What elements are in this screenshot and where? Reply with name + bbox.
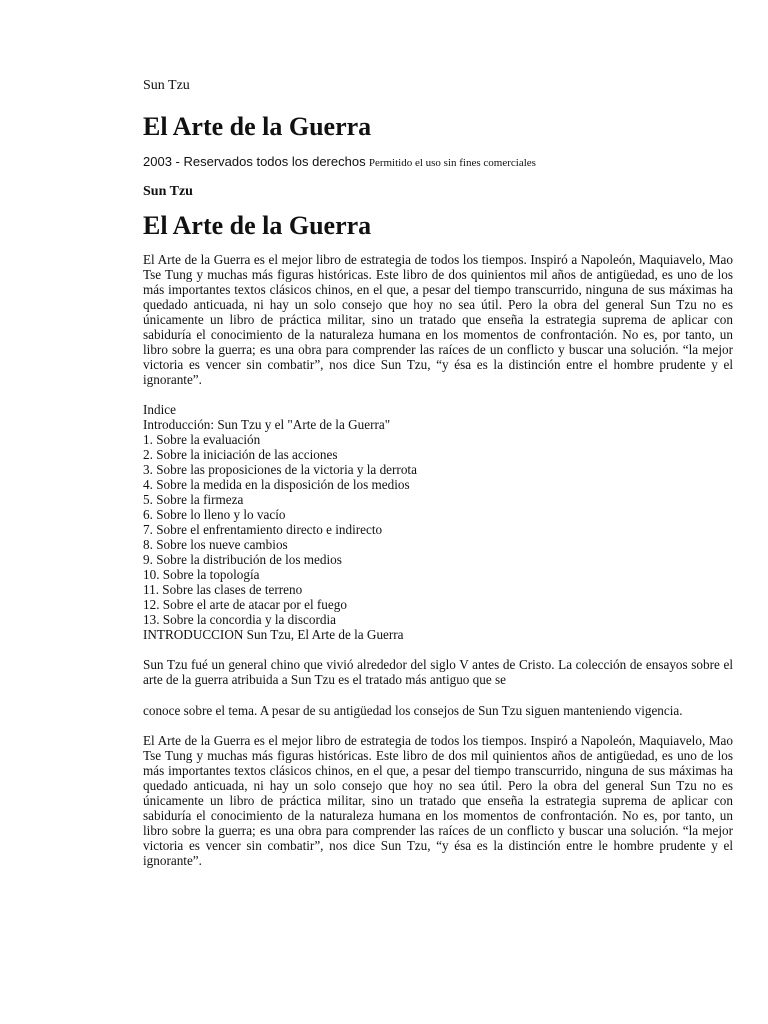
index-item: 3. Sobre las proposiciones de la victoria y la derrota bbox=[143, 462, 417, 477]
rights-notice bbox=[143, 153, 733, 172]
body-paragraph-1: Sun Tzu fué un general chino que vivió alrededor del siglo V antes de Cristo. La colección de ensayos sobre el arte de la guerra atribuida a Sun Tzu es el tratado más antiguo que se bbox=[143, 657, 733, 687]
index-label: Indice bbox=[143, 402, 176, 417]
index-item: 1. Sobre la evaluación bbox=[143, 432, 261, 447]
index-item: 11. Sobre las clases de terreno bbox=[143, 582, 303, 597]
body-paragraph-2: conoce sobre el tema. A pesar de su antigüedad los consejos de Sun Tzu siguen manteniendo vigencia. bbox=[143, 703, 683, 718]
rights-main-text: 2003 - Reservados todos los derechos bbox=[143, 154, 366, 169]
index-item: 10. Sobre la topología bbox=[143, 567, 260, 582]
document-content bbox=[143, 77, 733, 868]
heading-author: Sun Tzu bbox=[143, 184, 193, 199]
rights-small-text: Permitido el uso sin fines comerciales bbox=[368, 157, 536, 169]
index-item: 12. Sobre el arte de atacar por el fuego bbox=[143, 597, 347, 612]
index-item: 6. Sobre lo lleno y lo vacío bbox=[143, 507, 286, 522]
intro-paragraph: El Arte de la Guerra es el mejor libro de estrategia de todos los tiempos. Inspiró a Napoleón, Maquiavelo, Mao Tse Tung y muchas más figuras históricas. Este libro de dos quinientos mil años de antigüedad, es uno de los más importantes textos clásicos chinos, en el que, a pesar del tiempo transcurrido, ninguna de sus máximas ha quedado anticuada, ni hay un solo consejo que hoy no sea útil. Pero la obra del general Sun Tzu no es únicamente un libro de práctica militar, sino un tratado que enseña la estrategia suprema de aplicar con sabiduría el conocimiento de la naturaleza humana en los momentos de confrontación. No es, por tanto, un libro sobre la guerra; es una obra para comprender las raíces de un conflicto y buscar una solución. “la mejor victoria es vencer sin combatir”, nos dice Sun Tzu, “y ésa es la distinción entre el hombre prudente y el ignorante”. bbox=[143, 252, 733, 387]
index-item: 4. Sobre la medida en la disposición de los medios bbox=[143, 477, 410, 492]
index-item: 5. Sobre la firmeza bbox=[143, 492, 244, 507]
heading-title: El Arte de la Guerra bbox=[143, 211, 372, 240]
index-item: 8. Sobre los nueve cambios bbox=[143, 537, 288, 552]
index-item: 2. Sobre la iniciación de las acciones bbox=[143, 447, 338, 462]
index-item: INTRODUCCION Sun Tzu, El Arte de la Guerra bbox=[143, 627, 404, 642]
document-title: El Arte de la Guerra bbox=[143, 112, 372, 141]
body-paragraph-3: El Arte de la Guerra es el mejor libro de estrategia de todos los tiempos. Inspiró a Napoleón, Maquiavelo, Mao Tse Tung y muchas más figuras históricas. Este libro de dos mil quinientos años de antigüedad, es uno de los más importantes textos clásicos chinos, en el que, a pesar del tiempo transcurrido, ninguna de sus máximas ha quedado anticuada, ni hay un solo consejo que hoy no sea útil. Pero la obra del general Sun Tzu no es únicamente un libro de práctica militar, sino un tratado que enseña la estrategia suprema de aplicar con sabiduría el conocimiento de la naturaleza humana en los momentos de confrontación. No es, por tanto, un libro sobre la guerra; es una obra para comprender las raíces de un conflicto y buscar una solución. “la mejor victoria es vencer sin combatir”, nos dice Sun Tzu, “y ésa es la distinción entre le hombre prudente y el ignorante”. bbox=[143, 733, 733, 868]
table-of-contents bbox=[143, 402, 733, 642]
index-item: 7. Sobre el enfrentamiento directo e indirecto bbox=[143, 522, 383, 537]
index-item: Introducción: Sun Tzu y el "Arte de la Guerra" bbox=[143, 417, 391, 432]
index-item: 13. Sobre la concordia y la discordia bbox=[143, 612, 336, 627]
index-item: 9. Sobre la distribución de los medios bbox=[143, 552, 342, 567]
author-name: Sun Tzu bbox=[143, 78, 190, 93]
